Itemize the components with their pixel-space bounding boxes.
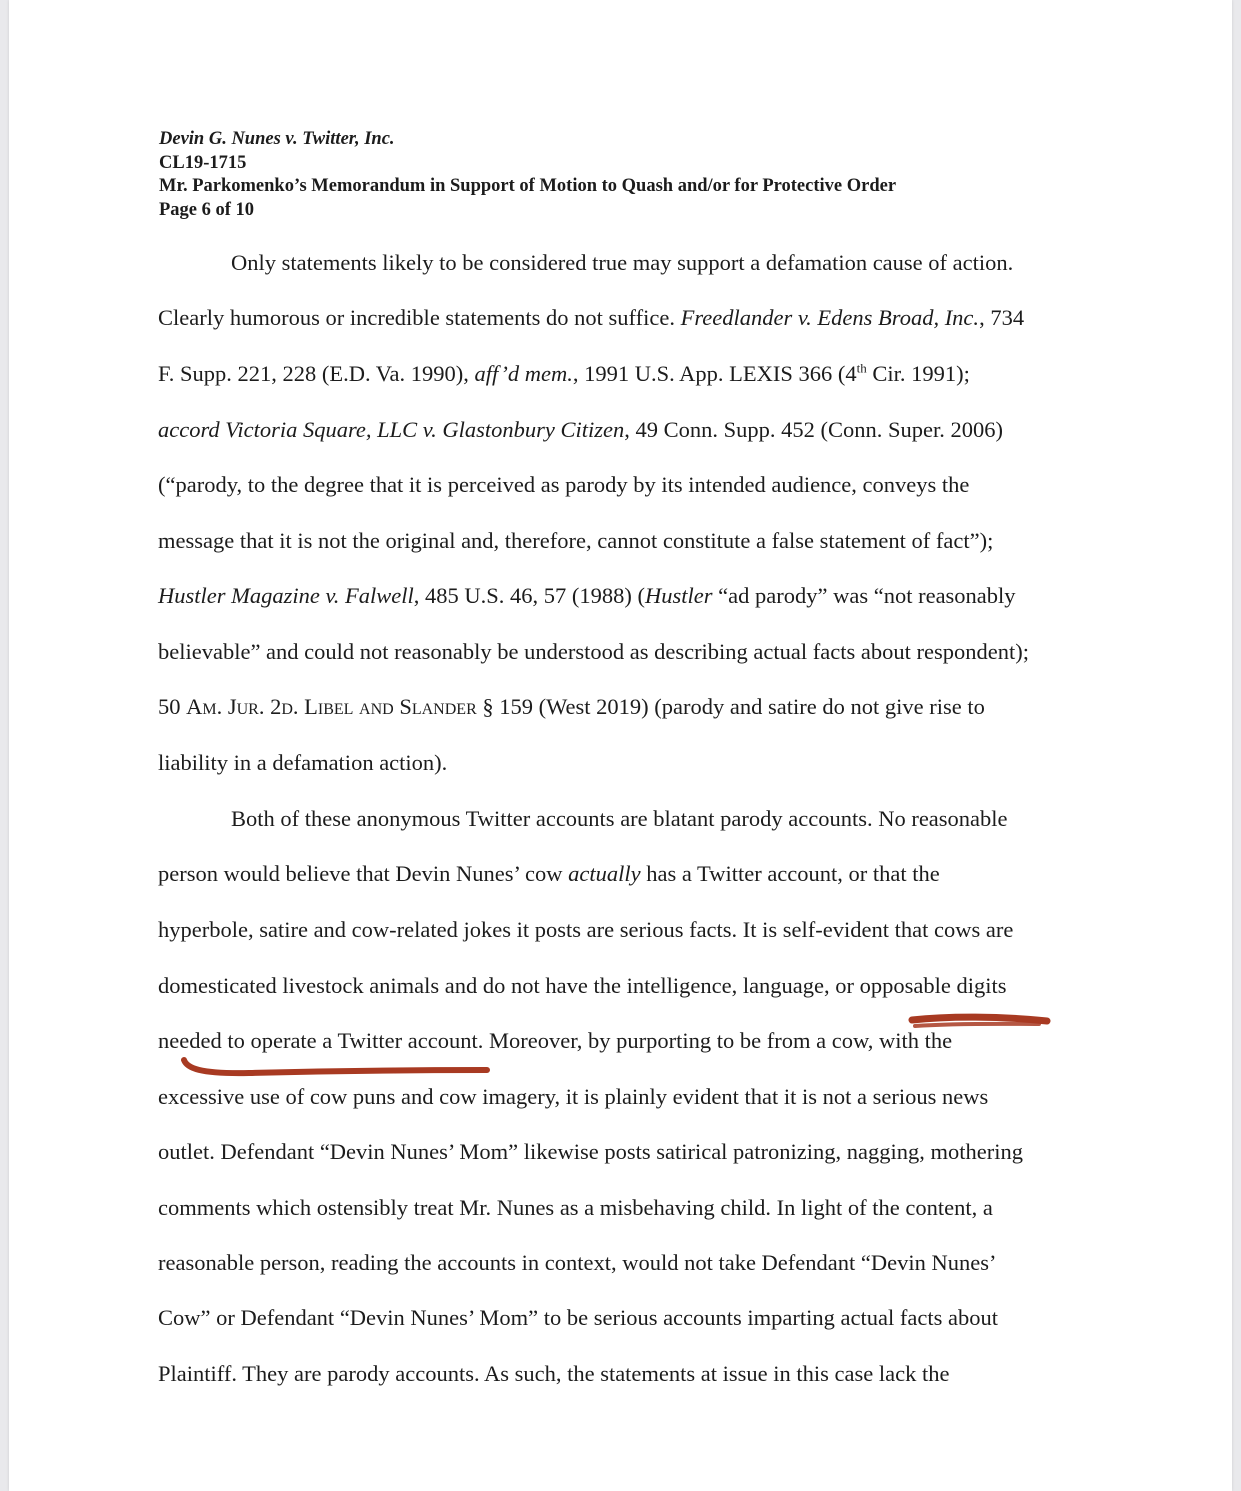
body-text: Plaintiff. They are parody accounts. As such, the statements at issue in this case lack the: [158, 1361, 950, 1386]
underline-stroke-opposable-digits: [912, 1017, 1047, 1021]
underline-stroke-twitter-account: [184, 1060, 487, 1073]
emphasis-word: actually: [568, 861, 641, 886]
case-citation: Hustler Magazine v. Falwell: [158, 583, 414, 608]
caption-header: [159, 128, 896, 222]
body-text: , 485 U.S. 46, 57 (1988) (: [413, 583, 646, 608]
body-line: [158, 582, 1016, 610]
body-text: 50: [158, 694, 187, 719]
case-title: Devin G. Nunes v. Twitter, Inc.: [159, 129, 395, 149]
body-text: message that it is not the original and, therefore, cannot constitute a false statement of fact”);: [158, 528, 994, 553]
body-line: [158, 1083, 988, 1111]
body-line: [158, 416, 1003, 444]
body-text: outlet. Defendant “Devin Nunes’ Mom” likewise posts satirical patronizing, nagging, mothering: [158, 1139, 1023, 1164]
body-line: [158, 1027, 952, 1055]
body-line: [158, 1249, 996, 1277]
body-text: liability in a defamation action).: [158, 750, 448, 775]
body-text: reasonable person, reading the accounts in context, would not take Defendant “Devin Nunes’: [158, 1250, 997, 1275]
body-line: [158, 1360, 949, 1388]
underline-stroke-opposable-digits-2: [915, 1024, 1039, 1026]
case-citation: Freedlander v. Edens Broad, Inc.: [680, 305, 980, 330]
body-line: [158, 471, 969, 499]
body-text: comments which ostensibly treat Mr. Nunes as a misbehaving child. In light of the content, a: [158, 1195, 993, 1220]
body-text: person would believe that Devin Nunes’ cow: [158, 861, 569, 886]
body-text: Clearly humorous or incredible statements do not suffice.: [158, 305, 681, 330]
body-line: [158, 304, 1024, 332]
page-number: Page 6 of 10: [159, 199, 255, 220]
case-citation: accord Victoria Square, LLC v. Glastonbury Citizen: [158, 417, 625, 442]
document-page: [9, 0, 1232, 1491]
body-line: [231, 249, 1013, 277]
citation-signal: aff’d mem.: [474, 361, 573, 386]
body-text: , 734: [979, 305, 1025, 330]
body-text: “ad parody” was “not reasonably: [712, 583, 1016, 608]
body-line: [158, 1138, 1023, 1166]
body-line: [158, 638, 1029, 666]
body-line: [158, 860, 940, 888]
body-text: needed to operate a Twitter account. Moreover, by purporting to be from a cow, with the: [158, 1028, 953, 1053]
document-title: Mr. Parkomenko’s Memorandum in Support of Motion to Quash and/or for Protective Order: [159, 176, 897, 196]
ordinal-superscript: th: [856, 360, 867, 376]
body-text: , 49 Conn. Supp. 452 (Conn. Super. 2006): [624, 417, 1003, 442]
body-text: hyperbole, satire and cow-related jokes it posts are serious facts. It is self-evident that cows are: [158, 917, 1014, 942]
body-text: (“parody, to the degree that it is perceived as parody by its intended audience, conveys the: [158, 472, 970, 497]
body-line: [158, 1304, 998, 1332]
body-text: believable” and could not reasonably be understood as describing actual facts about respondent);: [158, 639, 1029, 664]
body-text: Cir. 1991);: [866, 361, 970, 386]
case-number: CL19-1715: [159, 152, 247, 173]
body-text: has a Twitter account, or that the: [640, 861, 940, 886]
body-text: Both of these anonymous Twitter accounts are blatant parody accounts. No reasonable: [231, 806, 1008, 831]
body-line: [158, 749, 447, 777]
body-text: domesticated livestock animals and do not have the intelligence, language, or opposable digits: [158, 973, 1007, 998]
body-text: , 1991 U.S. App. LEXIS 366 (4: [572, 361, 857, 386]
body-text: F. Supp. 221, 228 (E.D. Va. 1990),: [158, 361, 475, 386]
body-text: § 159 (West 2019) (parody and satire do not give rise to: [476, 694, 985, 719]
body-text: Only statements likely to be considered true may support a defamation cause of action.: [231, 250, 1014, 275]
body-line: [158, 916, 1013, 944]
body-line: [158, 693, 985, 721]
body-line: [158, 527, 993, 555]
case-short-name: Hustler: [645, 583, 713, 608]
body-line: [231, 805, 1008, 833]
body-line: [158, 972, 1007, 1000]
treatise-citation: Am. Jur. 2d. Libel and Slander: [186, 694, 477, 719]
body-text: excessive use of cow puns and cow imagery, it is plainly evident that it is not a serious news: [158, 1084, 989, 1109]
body-text: Cow” or Defendant “Devin Nunes’ Mom” to be serious accounts imparting actual facts about: [158, 1305, 998, 1330]
body-line: [158, 360, 970, 388]
body-line: [158, 1194, 993, 1222]
